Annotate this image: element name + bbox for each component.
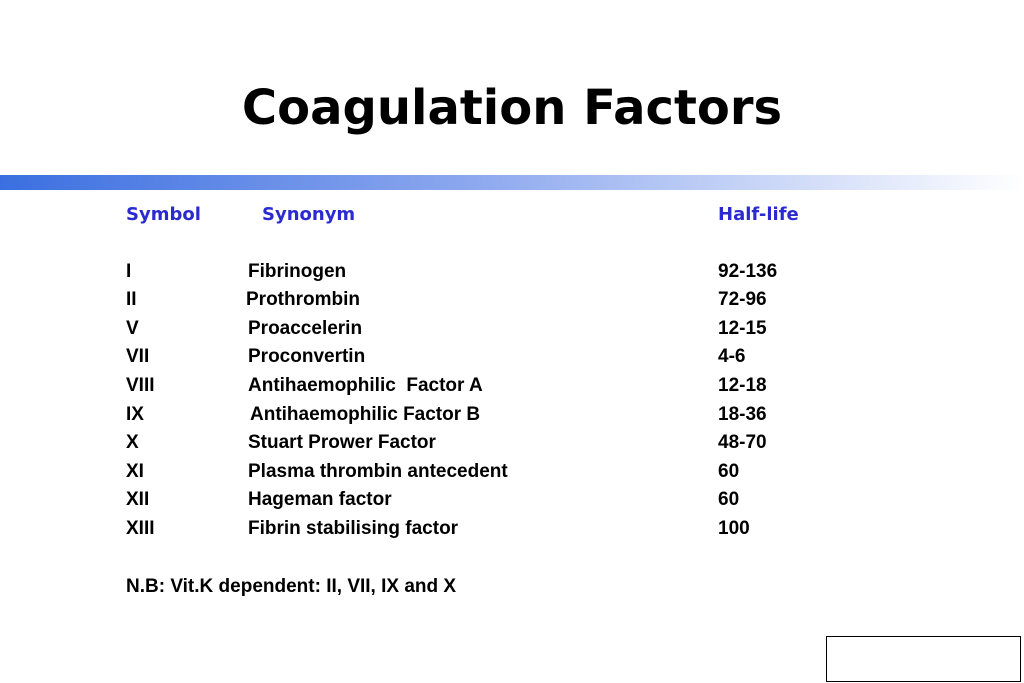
row-half-life: 100 — [718, 518, 750, 539]
table-row — [0, 286, 1024, 314]
row-synonym: Prothrombin — [246, 289, 360, 310]
row-synonym: Stuart Prower Factor — [248, 432, 436, 453]
table-row — [0, 486, 1024, 514]
vitamin-k-note: N.B: Vit.K dependent: II, VII, IX and X — [126, 576, 457, 597]
table-row — [0, 315, 1024, 343]
table-row — [0, 458, 1024, 486]
row-synonym: Antihaemophilic Factor B — [250, 404, 481, 425]
table-row — [0, 343, 1024, 371]
table-row — [0, 372, 1024, 400]
table-row — [0, 401, 1024, 429]
row-half-life: 4-6 — [718, 346, 746, 367]
row-synonym: Fibrin stabilising factor — [248, 518, 459, 539]
row-synonym: Antihaemophilic Factor A — [248, 375, 483, 396]
row-half-life: 18-36 — [718, 404, 767, 425]
row-symbol: VII — [126, 346, 150, 367]
row-half-life: 92-136 — [718, 261, 778, 282]
table-row — [0, 258, 1024, 286]
row-symbol: XII — [126, 489, 150, 510]
row-half-life: 12-15 — [718, 318, 767, 339]
row-synonym: Fibrinogen — [248, 261, 347, 282]
header-symbol: Symbol — [126, 204, 201, 225]
row-symbol: XIII — [126, 518, 155, 539]
row-synonym: Proconvertin — [248, 346, 366, 367]
table-row — [0, 515, 1024, 543]
row-symbol: V — [126, 318, 139, 339]
slide-title: Coagulation Factors — [241, 80, 783, 136]
row-half-life: 12-18 — [718, 375, 767, 396]
row-half-life: 48-70 — [718, 432, 767, 453]
row-symbol: II — [126, 289, 137, 310]
table-row — [0, 429, 1024, 457]
empty-corner-box — [826, 636, 1021, 682]
header-half-life: Half-life — [718, 204, 799, 225]
row-symbol: X — [126, 432, 139, 453]
row-symbol: XI — [126, 461, 144, 482]
row-half-life: 60 — [718, 461, 740, 482]
title-underline-gradient-bar — [0, 175, 1024, 190]
row-symbol: I — [126, 261, 132, 282]
row-symbol: IX — [126, 404, 144, 425]
row-synonym: Proaccelerin — [248, 318, 363, 339]
header-synonym: Synonym — [262, 204, 356, 225]
table-header-row — [0, 201, 1024, 229]
row-synonym: Plasma thrombin antecedent — [248, 461, 508, 482]
row-half-life: 60 — [718, 489, 740, 510]
row-synonym: Hageman factor — [248, 489, 392, 510]
row-half-life: 72-96 — [718, 289, 767, 310]
row-symbol: VIII — [126, 375, 155, 396]
